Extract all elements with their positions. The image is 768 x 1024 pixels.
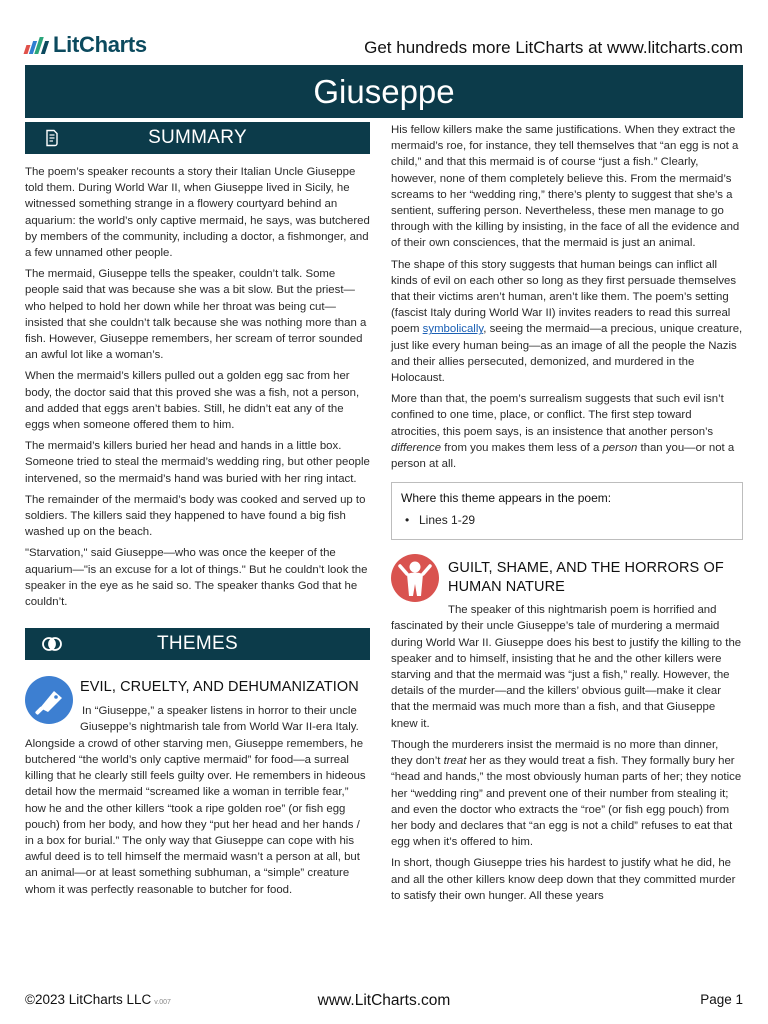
theme-paragraph: In short, though Giuseppe tries his hardest to justify what he did, he and all the other killers know deep down that they committed murder to satisfy their own hunger. All these years <box>391 857 736 902</box>
summary-header <box>25 122 370 154</box>
theme-paragraph: The shape of this story suggests that human beings can inflict all kinds of evil on each other so long as they first persuade themselves that their victims aren’t human, aren’t like them. The poem’s setting (fascist Italy during World War II) invites readers to read this surreal poem symbolically, seeing the mermaid—a precious, unique creature, just like every human being—as an image of all the people the Nazis and their allies persecuted, demonized, and murdered in the Holocaust. <box>391 258 743 385</box>
litcharts-logo[interactable] <box>25 32 147 58</box>
summary-paragraph: The mermaid, Giuseppe tells the speaker, couldn’t talk. Some people said that was because she was a bit slow. But the priest—who helped to hold her down while her throat was being cut—insisted that she couldn’t talk because she was nothing more than a fish. However, Giuseppe remembers, her scream of terror sounded an awful lot like a woman’s. <box>25 268 367 362</box>
where-list <box>401 513 733 527</box>
summary-title: SUMMARY <box>148 127 247 148</box>
shamed-figure-icon <box>391 554 439 602</box>
page-footer <box>25 992 743 1012</box>
theme-title: EVIL, CRUELTY, AND DEHUMANIZATION <box>80 679 359 696</box>
where-box-title: Where this theme appears in the poem: <box>401 491 612 506</box>
title-bar <box>25 65 743 118</box>
logo-text: LitCharts <box>53 32 147 57</box>
footer-version: v.007 <box>154 999 171 1006</box>
theme-title: GUILT, SHAME, AND THE HORRORS OF HUMAN NATURE <box>448 560 724 596</box>
summary-paragraph: "Starvation," said Giuseppe—who was once the keeper of the aquarium—"is an excuse for a lot of things." But he couldn’t look the speaker in the eye as he said so. The speaker thanks God that he couldn’t. <box>25 547 368 609</box>
theme-rings-icon <box>41 635 63 653</box>
header-tagline[interactable]: Get hundreds more LitCharts at www.litcharts.com <box>364 38 743 57</box>
footer-site-link[interactable]: www.LitCharts.com <box>317 992 451 1009</box>
footer-page-number: Page 1 <box>700 992 743 1007</box>
symbolically-link[interactable]: symbolically <box>422 323 484 336</box>
themes-title: THEMES <box>157 633 238 655</box>
cleaver-icon <box>25 676 73 724</box>
right-column <box>391 122 743 909</box>
summary-paragraph: The mermaid’s killers buried her head and hands in a little box. Someone tried to steal the mermaid’s wedding ring, but other people intervened, so the mermaid’s hand was buried with her ring intact. <box>25 440 370 485</box>
theme-paragraph: His fellow killers make the same justifications. When they extract the mermaid’s roe, for instance, they tell themselves that “an egg is not a child,” and that this mermaid is of course “just a fish.” Clearly, however, none of them completely believe this. From the mermaid’s screams to her “wedding ring,” there’s plenty to suggest that she’s a sentient, suffering person. Nevertheless, these men manage to go through with the killing by insisting, in the face of all the evidence and of their own consciences, that the mermaid is just an animal. <box>391 124 740 250</box>
page-title: Giuseppe <box>313 72 455 110</box>
theme-block-guilt <box>391 554 743 732</box>
document-icon <box>43 129 61 147</box>
footer-copyright: ©2023 LitCharts LLC v.007 <box>25 992 171 1007</box>
summary-paragraph: The remainder of the mermaid’s body was cooked and served up to soldiers. The killers said they happened to have found a big fish washed up on the beach. <box>25 493 366 539</box>
left-column <box>25 122 370 903</box>
logo-bars-icon <box>25 36 47 54</box>
where-list-item[interactable]: • Lines 1-29 <box>401 513 733 527</box>
theme-paragraph: More than that, the poem’s surrealism suggests that such evil isn’t confined to one time, place, or conflict. The first step toward atrocities, this poem says, is an insistence that another person’s difference from you makes them less of a person than you—or not a person at all. <box>391 393 735 471</box>
where-theme-appears-box <box>391 482 743 540</box>
summary-paragraph: When the mermaid’s killers pulled out a golden egg sac from her body, the doctor said that this proved she was a fish, not a person, and added that eggs aren’t babies. Still, he didn’t eat any of the eggs when someone offered them to him. <box>25 370 360 432</box>
theme-block-evil <box>25 676 370 897</box>
page-header <box>25 30 743 64</box>
summary-paragraph: The poem’s speaker recounts a story their Italian Uncle Giuseppe told them. During World War II, when Giuseppe lived in Sicily, he witnessed something strange in a flowery courtyard behind an aquarium: the world’s only captive mermaid, he says, was butchered by members of the community, including a doctor, a fishmonger, and a few unnamed other people. <box>25 166 370 260</box>
theme-paragraph: Though the murderers insist the mermaid is no more than dinner, they don’t treat her as they would treat a fish. They formally bury her “head and hands,” the most obviously human parts of her; they notice her “wedding ring” and prevent one of their number from stealing it; and even the doctor who extracts the “roe” (or fish egg pouch) from her body and declares that “an egg is not a child” refuses to eat that egg when it’s offered to him. <box>391 738 742 849</box>
theme-paragraph: In “Giuseppe,” a speaker listens in horror to their uncle Giuseppe’s nightmarish tale from World War II-era Italy. Alongside a crowd of other starving men, Giuseppe remembers, he butchered “the world’s only captive mermaid” for food—a surreal killing that he clearly still feels guilty over. He remembers in hideous detail how the mermaid “screamed like a woman in terrible fear,” how he and the other killers “took a ripe golden roe” (or fish egg pouch) from her body, and how they “put her head and her hands / in a box for burial.” The only way that Giuseppe can cope with his awful deed is to tell himself the mermaid wasn’t a person at all, but an animal—or at least something subhuman, a “simple” creature whom it was perfectly reasonable to butcher for food. <box>25 705 366 896</box>
theme-paragraph: The speaker of this nightmarish poem is horrified and fascinated by their uncle Giuseppe’s tale of murdering a mermaid during World War II. Giuseppe does his best to justify the killing to the speaker and to himself, insisting that he and the other killers were starving and that the mermaid was “just a fish,” really. However, the details of the murder—and the killers’ obvious guilt—make it clear that the mermaid was much more than a fish, and that Giuseppe knew it. <box>391 604 742 730</box>
themes-header <box>25 628 370 660</box>
